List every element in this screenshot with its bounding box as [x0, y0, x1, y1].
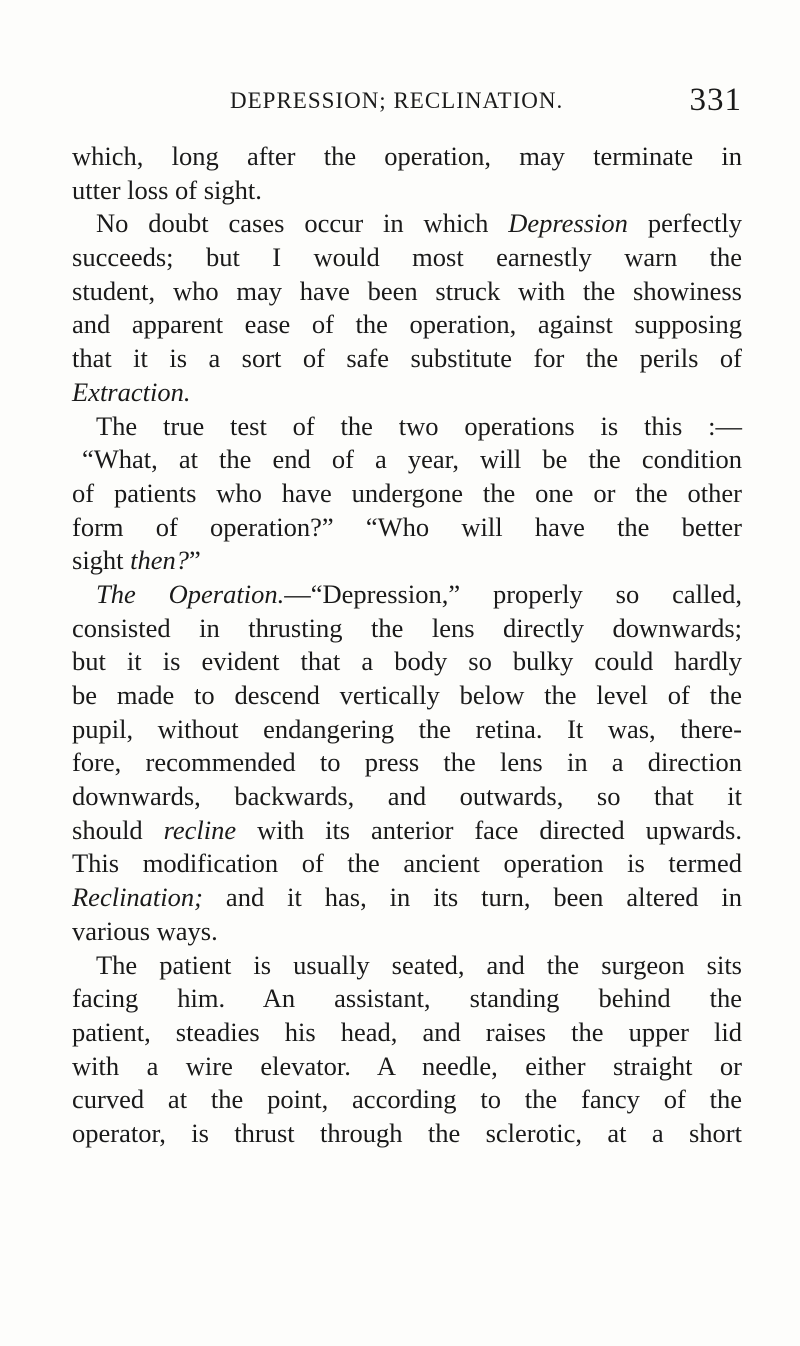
text-segment: operator, is thrust through the sclerotic, at a short [72, 1117, 742, 1148]
text-segment: which, long after the operation, may terminate in [72, 141, 742, 171]
text-segment: sight [72, 545, 131, 576]
text-line-24 [72, 915, 742, 949]
text-line-19 [72, 746, 742, 780]
text-line-7 [72, 342, 742, 376]
text-segment: consisted in thrusting the lens directly downwards; [72, 612, 742, 643]
text-segment: pupil, without endangering the retina. It was, there- [72, 713, 742, 744]
text-line-21 [72, 814, 742, 848]
text-segment: of patients who have undergone the one or the other [72, 477, 742, 508]
text-line-20 [72, 780, 742, 814]
italic-text: Extraction. [72, 376, 191, 407]
text-line-27 [72, 1016, 742, 1050]
text-segment: and it has, in its turn, been altered in [203, 882, 742, 913]
text-segment: utter loss of sight. [72, 174, 262, 205]
page-number: 331 [689, 82, 742, 118]
italic-text: Depression [508, 208, 628, 239]
text-segment: patient, steadies his head, and raises the upper lid [72, 1016, 742, 1047]
text-segment: The true test of the two operations is this :— [96, 410, 742, 441]
text-segment: student, who may have been struck with the showiness [72, 275, 742, 306]
text-line-11 [72, 477, 742, 511]
text-line-25 [72, 949, 742, 983]
text-segment: form of operation?” “Who will have the better [72, 511, 742, 542]
text-segment: various ways. [72, 915, 218, 946]
text-line-26 [72, 982, 742, 1016]
text-segment: downwards, backwards, and outwards, so that it [72, 781, 742, 812]
text-segment: that it is a sort of safe substitute for the perils of [72, 343, 742, 374]
running-head [72, 82, 742, 120]
text-line-28 [72, 1050, 742, 1084]
text-line-30 [72, 1117, 742, 1151]
italic-text: recline [163, 814, 237, 845]
italic-text: Reclination; [72, 882, 203, 913]
text-line-29 [72, 1083, 742, 1117]
text-segment: should [72, 814, 164, 845]
text-line-12 [72, 511, 742, 545]
text-line-8 [72, 376, 742, 410]
text-segment: No doubt cases occur in which [96, 208, 509, 239]
text-line-4 [72, 241, 742, 275]
text-line-23 [72, 881, 742, 915]
text-line-9 [72, 410, 742, 444]
italic-text: then? [130, 545, 190, 576]
running-title: DEPRESSION; RECLINATION. [230, 88, 564, 113]
text-segment: The patient is usually seated, and the surgeon sits [96, 949, 742, 980]
text-segment: fore, recommended to press the lens in a direction [72, 747, 742, 778]
text-segment: ” [189, 545, 201, 576]
text-segment: facing him. An assistant, standing behind the [72, 983, 742, 1014]
text-segment: with a wire elevator. A needle, either straight or [72, 1050, 742, 1081]
text-segment: This modification of the ancient operation is termed [72, 848, 742, 879]
text-line-18 [72, 713, 742, 747]
text-segment: “What, at the end of a year, will be the condition [82, 444, 742, 475]
text-segment: —“Depression,” properly so called, [284, 578, 742, 609]
text-segment: but it is evident that a body so bulky could hardly [72, 646, 742, 677]
text-line-6 [72, 308, 742, 342]
text-line-1 [72, 140, 742, 174]
text-segment: curved at the point, according to the fancy of the [72, 1084, 742, 1115]
text-segment: and apparent ease of the operation, against supposing [72, 309, 742, 340]
text-segment: with its anterior face directed upwards. [236, 814, 742, 845]
text-segment: be made to descend vertically below the level of the [72, 680, 742, 710]
text-line-10 [72, 443, 742, 477]
text-segment: succeeds; but I would most earnestly warn the [72, 242, 742, 273]
text-line-13 [72, 544, 742, 578]
text-line-22 [72, 847, 742, 881]
text-line-2 [72, 174, 742, 208]
text-line-15 [72, 612, 742, 646]
italic-text: The Operation. [96, 578, 285, 609]
text-line-17 [72, 679, 742, 713]
text-line-5 [72, 275, 742, 309]
text-line-14 [72, 578, 742, 612]
text-line-3 [72, 207, 742, 241]
text-segment: perfectly [627, 208, 742, 239]
text-line-16 [72, 645, 742, 679]
body-text [72, 140, 742, 1151]
